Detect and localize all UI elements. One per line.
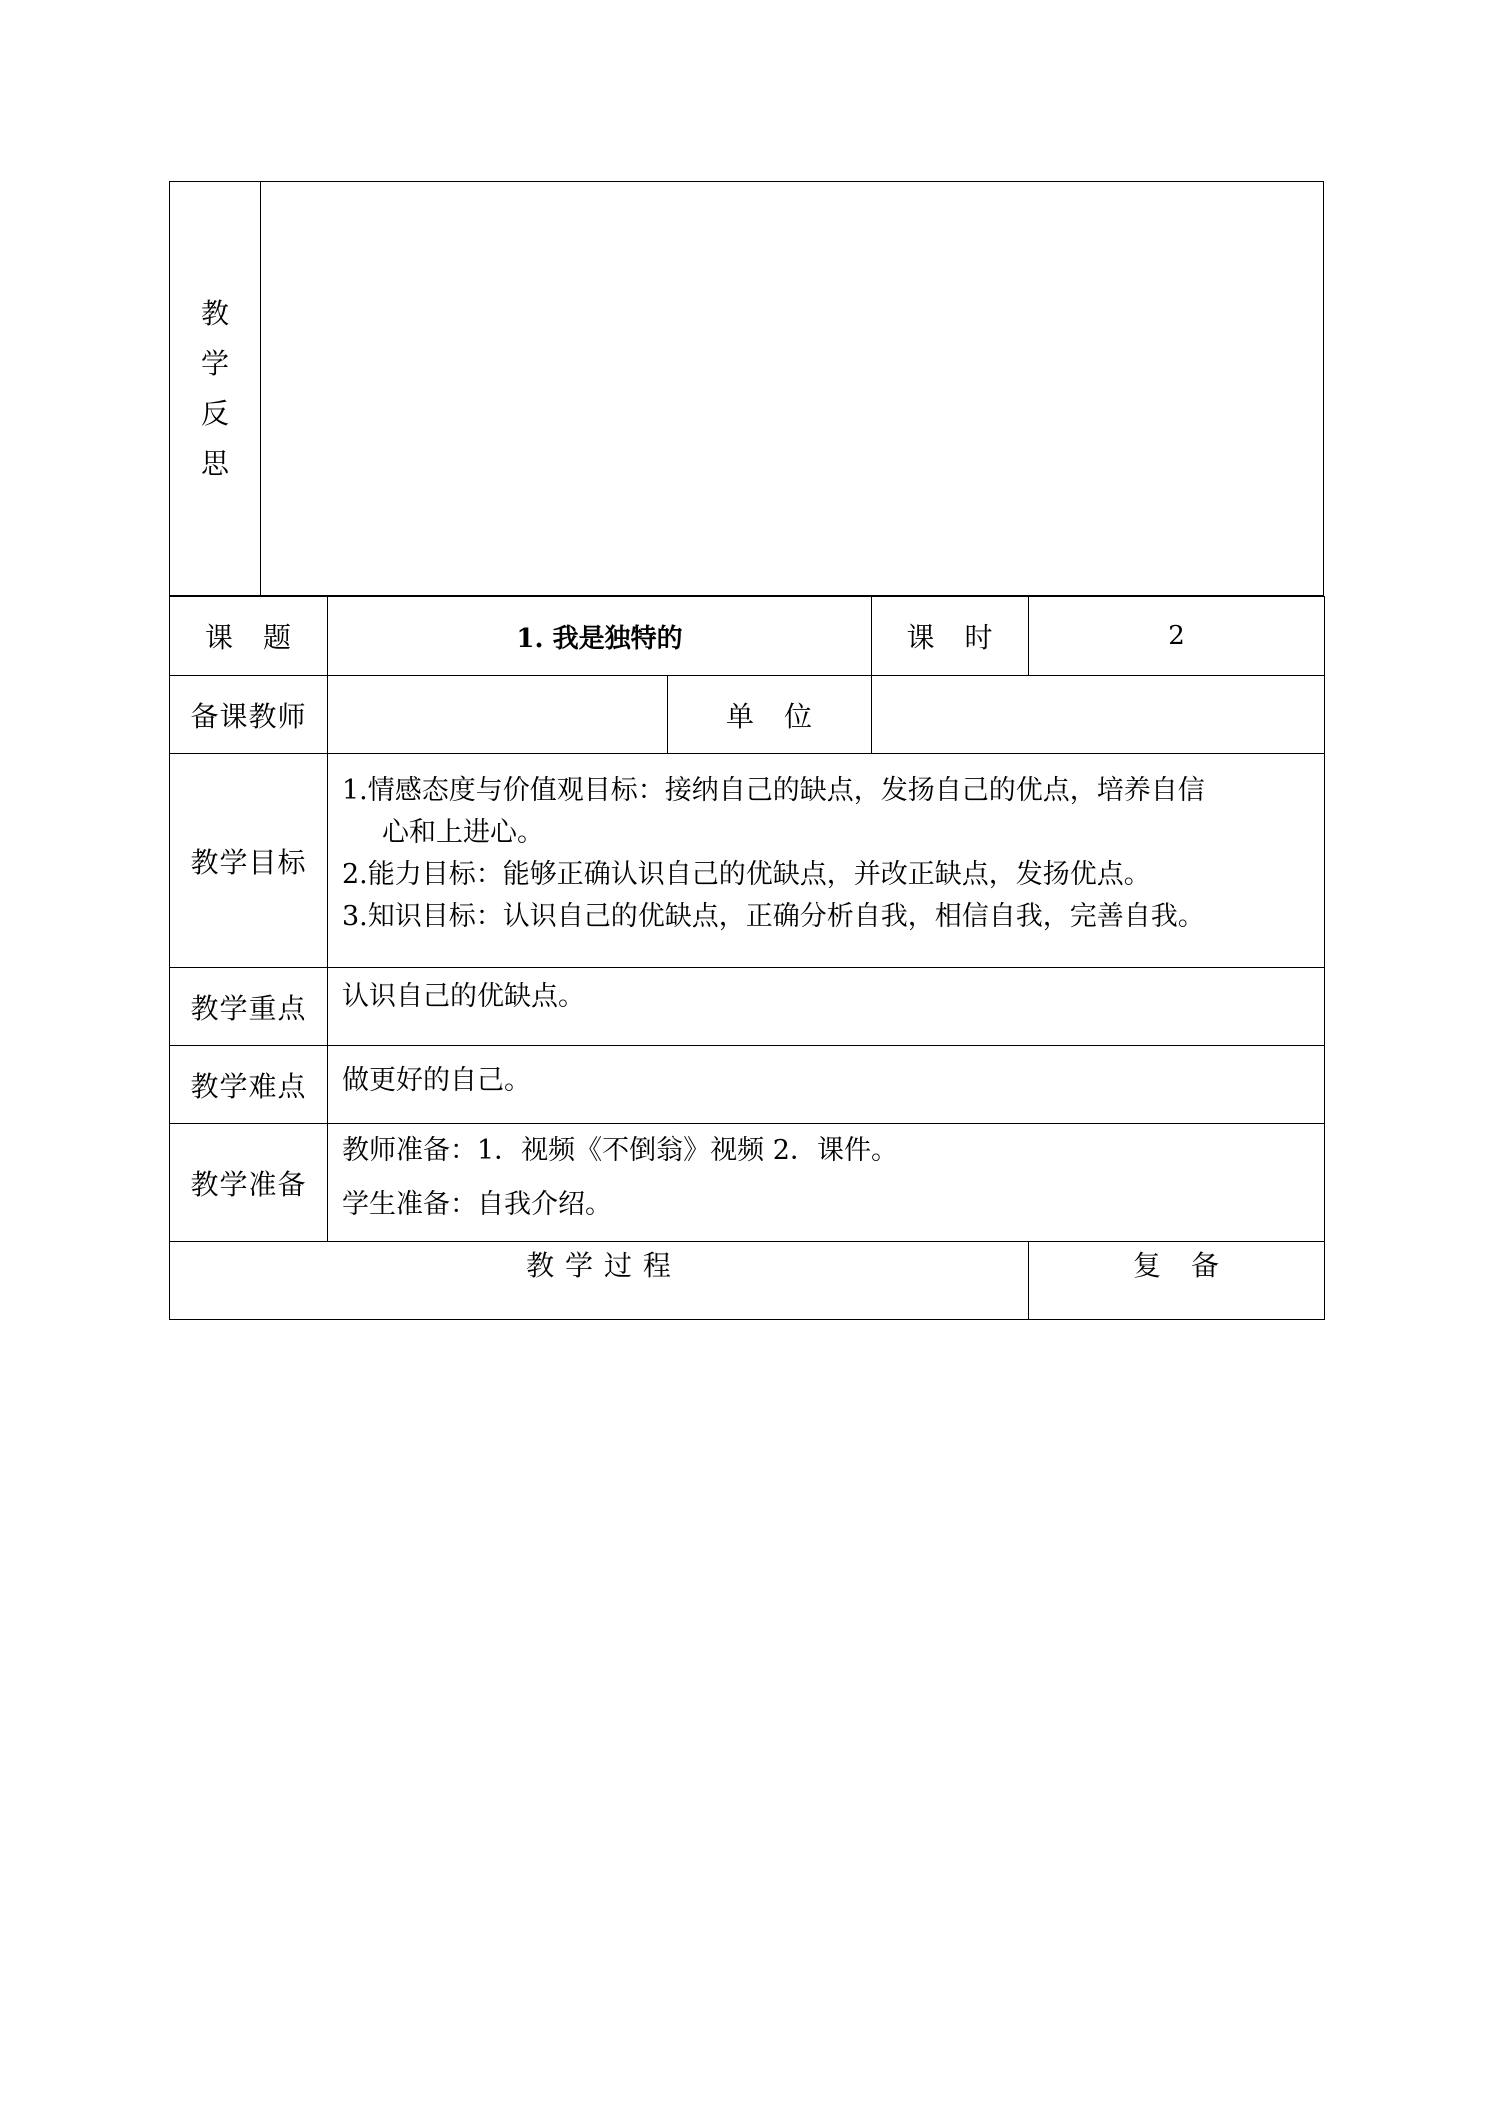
objectives-label: 教学目标 — [170, 754, 328, 968]
reflection-label — [201, 289, 229, 489]
preparation-line: 教师准备：1．视频《不倒翁》视频 2．课件。 — [342, 1135, 898, 1166]
teacher-row — [170, 676, 1325, 754]
unit-value[interactable] — [872, 676, 1325, 754]
preparation-content — [328, 1124, 1325, 1242]
topic-row — [170, 597, 1325, 676]
teacher-value[interactable] — [328, 676, 668, 754]
reflection-label-char: 学 — [200, 346, 229, 380]
topic-label: 课 题 — [170, 597, 328, 676]
hours-value: 2 — [1029, 597, 1325, 676]
topic-value: 1. 我是独特的 — [328, 597, 872, 676]
hours-label: 课 时 — [872, 597, 1029, 676]
reflection-content-cell[interactable] — [261, 182, 1324, 596]
process-label: 教 学 过 程 — [170, 1242, 1029, 1320]
key-points-value: 认识自己的优缺点。 — [328, 968, 1325, 1046]
objectives-row — [170, 754, 1325, 968]
preparation-line: 学生准备：自我介绍。 — [342, 1189, 612, 1220]
objective-line: 1.情感态度与价值观目标：接纳自己的缺点，发扬自己的优点，培养自信 — [342, 775, 1205, 806]
difficulties-row — [170, 1046, 1325, 1124]
key-points-label: 教学重点 — [170, 968, 328, 1046]
objective-line: 2.能力目标：能够正确认识自己的优缺点，并改正缺点，发扬优点。 — [342, 859, 1151, 890]
review-label: 复 备 — [1029, 1242, 1325, 1320]
key-points-row — [170, 968, 1325, 1046]
unit-label: 单 位 — [668, 676, 872, 754]
lesson-plan-table — [169, 596, 1325, 1320]
reflection-label-cell — [170, 182, 261, 596]
difficulties-value: 做更好的自己。 — [328, 1046, 1325, 1124]
reflection-label-char: 反 — [200, 396, 229, 430]
reflection-label-char: 思 — [200, 446, 229, 480]
objectives-content — [328, 754, 1325, 968]
reflection-table — [169, 181, 1324, 596]
preparation-row — [170, 1124, 1325, 1242]
difficulties-label: 教学难点 — [170, 1046, 328, 1124]
teacher-label: 备课教师 — [170, 676, 328, 754]
reflection-label-char: 教 — [200, 296, 229, 330]
objective-line: 心和上进心。 — [382, 817, 544, 848]
reflection-row — [170, 182, 1324, 596]
process-header-row — [170, 1242, 1325, 1320]
preparation-label: 教学准备 — [170, 1124, 328, 1242]
objective-line: 3.知识目标：认识自己的优缺点，正确分析自我，相信自我，完善自我。 — [342, 901, 1205, 932]
